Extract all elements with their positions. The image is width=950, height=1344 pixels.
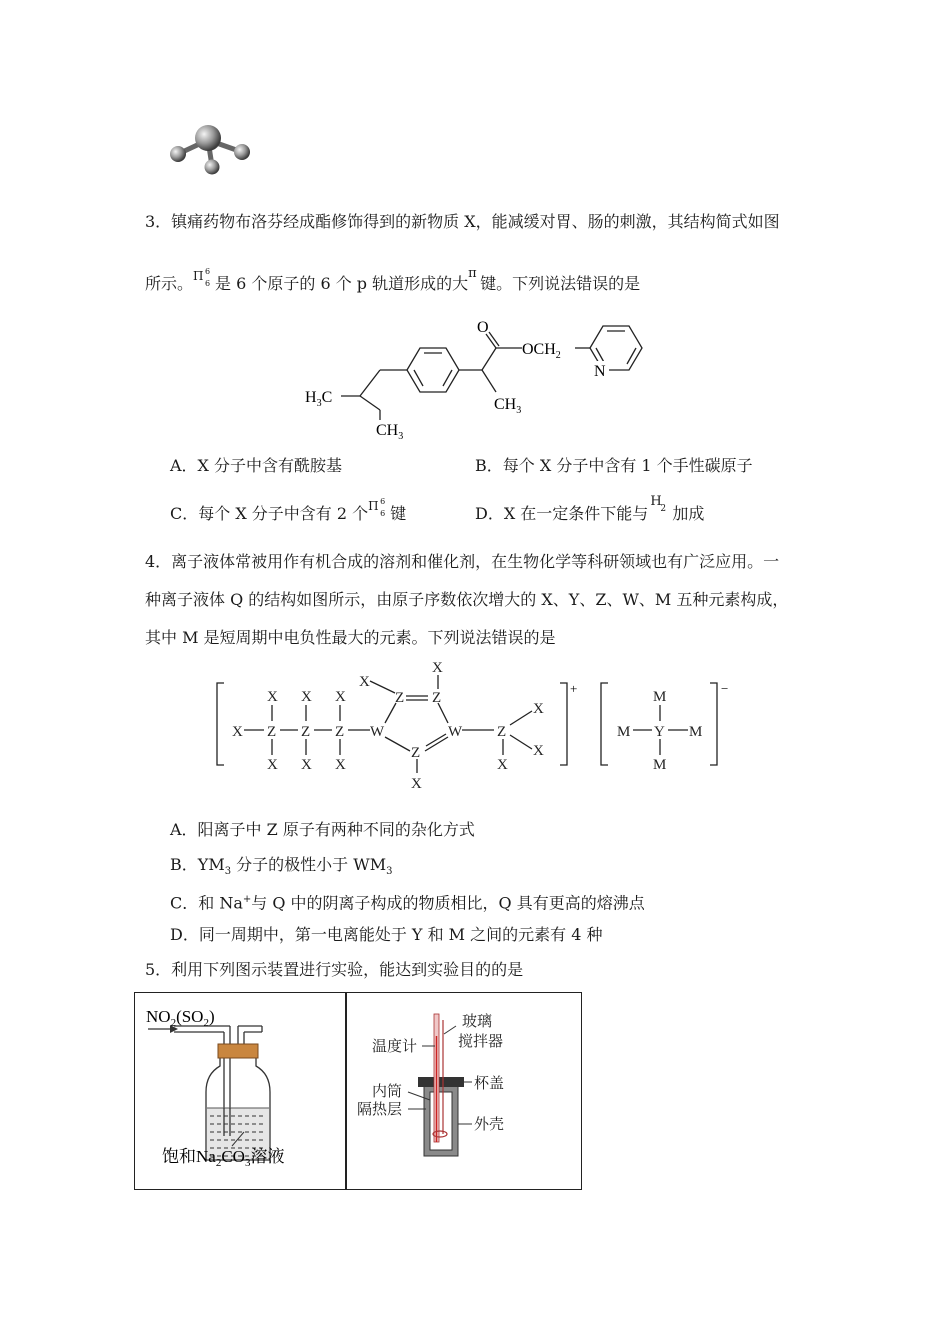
pi-subscript-c: 6 <box>380 509 386 518</box>
q4-option-a[interactable]: A．阳离子中 Z 原子有两种不同的杂化方式 <box>170 820 475 839</box>
q4-option-b-sub2: 3 <box>386 866 393 878</box>
thermometer-label: 温度计 <box>372 1039 418 1055</box>
q3-option-c-text: C．每个 X 分子中含有 2 个 <box>170 504 369 523</box>
q3-option-d[interactable] <box>475 494 705 524</box>
h2-subscript: 2 <box>660 504 667 514</box>
struct-ch3-bottom-label: $CH_3$ <box>376 422 404 442</box>
q3-option-b[interactable]: B．每个 X 分子中含有 1 个手性碳原子 <box>475 456 753 475</box>
q4-stem-line3: 其中 M 是短周期中电负性最大的元素。下列说法错误的是 <box>145 628 556 647</box>
calorimeter-diagram <box>348 996 578 1186</box>
shell-label: 外壳 <box>474 1117 505 1133</box>
q3-option-d-post: 加成 <box>672 504 705 523</box>
struct-ch3-right-label: $CH_3$ <box>494 396 522 416</box>
q3-option-c[interactable] <box>170 497 407 524</box>
atom-z: Z <box>411 745 421 761</box>
molecule-ball-model <box>160 118 260 180</box>
pi-superscript-c: 6 <box>380 497 386 506</box>
atom-x: X <box>432 660 443 676</box>
q3-stem-line2-post: 键。下列说法错误的是 <box>480 274 641 293</box>
q4-option-b[interactable] <box>170 855 392 882</box>
struct-oxygen-label: O <box>477 319 489 336</box>
cation-charge: + <box>570 681 578 696</box>
struct-nitrogen-label: N <box>594 363 606 380</box>
atom-x: X <box>301 689 312 705</box>
structure-x-diagram <box>300 312 660 447</box>
atom-z: Z <box>301 724 311 740</box>
atom-m: M <box>617 724 631 740</box>
h2-formula <box>648 494 672 524</box>
q4-option-b-sub1: 3 <box>224 866 232 878</box>
small-pi-letter: π <box>468 266 477 281</box>
atom-x: X <box>335 689 346 705</box>
atom-z: Z <box>395 690 405 706</box>
q4-option-d[interactable]: D．同一周期中，第一电离能处于 Y 和 M 之间的元素有 4 种 <box>170 925 603 944</box>
struct-och2-label: $OCH_2$ <box>522 341 561 361</box>
q3-stem-line1: 3．镇痛药物布洛芬经成酯修饰得到的新物质 X，能减缓对胃、肠的刺激，其结构简式如图 <box>145 212 780 231</box>
q3-option-a[interactable]: A．X 分子中含有酰胺基 <box>170 456 343 475</box>
pi-superscript: 6 <box>205 267 211 276</box>
h2-letter: H <box>650 494 662 509</box>
q4-option-b-pre: B．YM <box>170 855 225 874</box>
atom-z: Z <box>335 724 345 740</box>
pi-subscript: 6 <box>205 279 211 288</box>
q5-table-divider <box>345 993 347 1189</box>
lid-label: 杯盖 <box>474 1076 505 1092</box>
atom-x: X <box>232 724 243 740</box>
atom-x: X <box>335 757 346 773</box>
gas-washing-bottle <box>140 996 344 1186</box>
atom-x: X <box>533 701 544 717</box>
atom-x: X <box>301 757 312 773</box>
q5-stem-line1: 5．利用下列图示装置进行实验，能达到实验目的的是 <box>145 960 524 979</box>
q4-option-c[interactable] <box>170 890 645 913</box>
atom-m: M <box>653 757 667 773</box>
pi-letter: Π <box>193 269 204 283</box>
atom-x: X <box>359 674 370 690</box>
insulation-label: 隔热层 <box>357 1102 403 1118</box>
q4-option-c-pre: C．和 Na <box>170 893 243 913</box>
q3-option-d-text: D．X 在一定条件下能与 <box>475 504 649 523</box>
atom-w: W <box>370 724 385 740</box>
stirrer-label-line2: 搅拌器 <box>458 1034 504 1050</box>
atom-x: X <box>267 689 278 705</box>
struct-h3c-label: $H_3C$ <box>305 389 333 409</box>
pi-letter-c: Π <box>368 499 379 513</box>
atom-x: X <box>411 776 422 792</box>
atom-z: Z <box>497 724 507 740</box>
anion-charge: − <box>721 681 729 696</box>
atom-z: Z <box>432 690 442 706</box>
inner-cup-label: 内筒 <box>372 1084 403 1100</box>
q4-option-c-sup: + <box>242 894 252 905</box>
atom-z: Z <box>267 724 277 740</box>
ionic-liquid-structure <box>210 655 740 795</box>
stirrer-label-line1: 玻璃 <box>462 1014 493 1030</box>
atom-x: X <box>267 757 278 773</box>
atom-w: W <box>448 724 463 740</box>
q3-stem-line2-mid: 是 6 个原子的 6 个 p 轨道形成的大 <box>215 274 469 293</box>
small-pi <box>468 266 480 294</box>
q4-option-b-mid: 分子的极性小于 WM <box>231 855 387 874</box>
gas-inlet-label: $NO_2(SO_2)$ <box>146 1007 215 1029</box>
atom-x: X <box>497 757 508 773</box>
pi-bond-symbol <box>193 267 215 294</box>
q3-option-c-post: 键 <box>390 504 407 523</box>
atom-y: Y <box>654 724 665 740</box>
solution-label: 饱和$Na_2CO_3$溶液 <box>162 1147 285 1169</box>
atom-m: M <box>689 724 703 740</box>
q4-option-c-post: 与 Q 中的阴离子构成的物质相比，Q 具有更高的熔沸点 <box>251 893 645 913</box>
atom-x: X <box>533 743 544 759</box>
q4-stem-line1: 4．离子液体常被用作有机合成的溶剂和催化剂，在生物化学等科研领域也有广泛应用。一 <box>145 552 780 571</box>
q4-stem-line2: 种离子液体 Q 的结构如图所示，由原子序数依次增大的 X、Y、Z、W、M 五种元素构成， <box>145 590 789 609</box>
q3-stem-line2 <box>145 266 641 294</box>
atom-m: M <box>653 689 667 705</box>
q3-stem-line2-pre: 所示。 <box>145 274 194 293</box>
pi-bond-symbol-option-c <box>368 497 390 524</box>
